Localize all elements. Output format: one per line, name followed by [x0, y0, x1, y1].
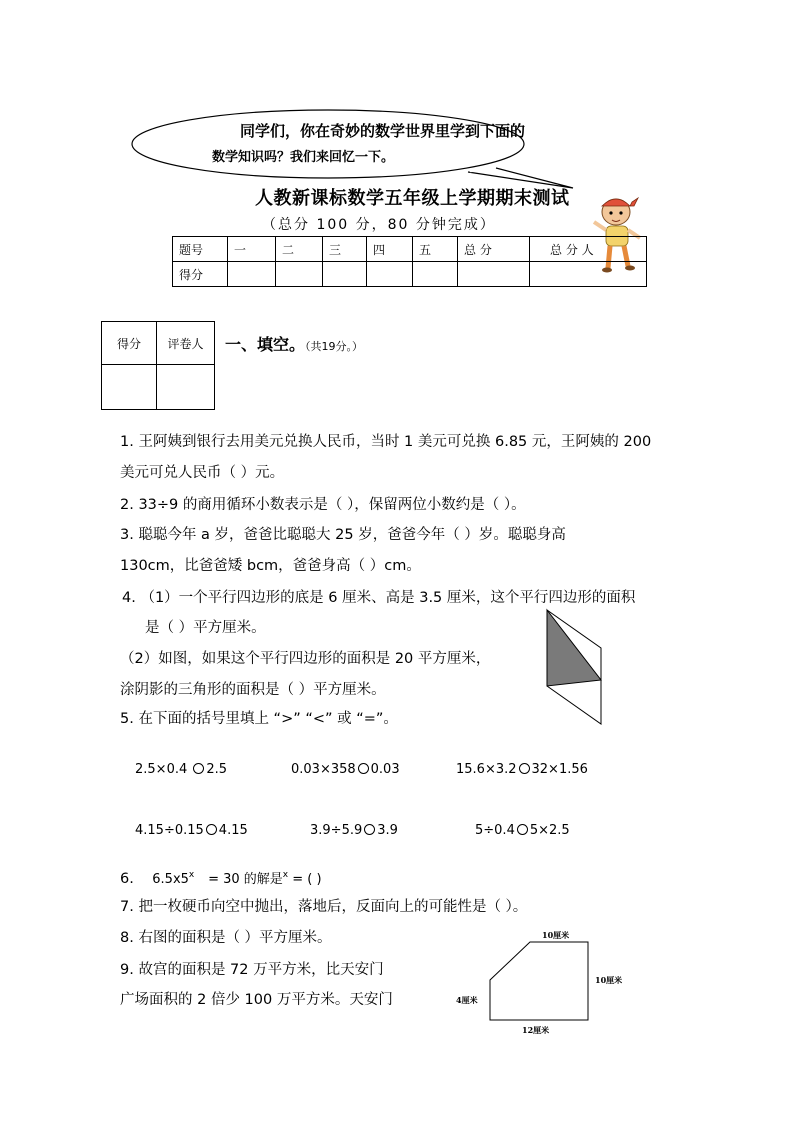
cell-question-label: 题号	[173, 237, 228, 262]
question-4-line-1: 4. （1）一个平行四边形的底是 6 厘米、高是 3.5 厘米，这个平行四边形的面积	[122, 590, 636, 606]
compare-r2-c3-left: 5÷0.4	[475, 823, 515, 838]
exam-title: 人教新课标数学五年级上学期期末测试	[255, 188, 570, 209]
compare-r1-c3-right: 32×1.56	[531, 762, 588, 777]
question-9-line-2: 广场面积的 2 倍少 100 万平方米。天安门	[120, 992, 393, 1008]
score-table	[172, 236, 647, 287]
cell-score-label: 得分	[173, 262, 228, 287]
compare-r1-c2-circle[interactable]	[358, 763, 369, 774]
score-table-header-row	[173, 237, 647, 262]
cell-section-4: 四	[367, 237, 413, 262]
question-4-line-2: 是（ ）平方厘米。	[145, 620, 266, 636]
question-9-line-1: 9. 故宫的面积是 72 万平方米，比天安门	[120, 962, 384, 978]
cell-section-1: 一	[228, 237, 276, 262]
figure-label-top: 10厘米	[542, 930, 570, 940]
question-8: 8. 右图的面积是（ ）平方厘米。	[120, 930, 332, 946]
question-6	[120, 865, 322, 890]
compare-r2-c1-circle[interactable]	[206, 824, 217, 835]
compare-r1-c1-circle[interactable]	[193, 763, 204, 774]
compare-r2-c3-circle[interactable]	[517, 824, 528, 835]
question-1-line-2: 美元可兑人民币（ ）元。	[120, 465, 285, 481]
compare-r2-c3-right: 5×2.5	[529, 823, 570, 838]
figure-label-left: 4厘米	[456, 995, 478, 1005]
question-5: 5. 在下面的括号里填上 “>” “<” 或 “=”。	[120, 711, 398, 727]
compare-r2-c1-left: 4.15÷0.15	[135, 823, 204, 838]
grader-score-label: 得分	[102, 322, 157, 365]
compare-r2-c3	[475, 823, 570, 838]
section-title	[225, 332, 363, 355]
score-input-2[interactable]	[276, 262, 323, 287]
compare-r1-c1-right: 2.5	[206, 762, 228, 777]
compare-r1-c2-left: 0.03×358	[291, 762, 356, 777]
score-input-4[interactable]	[367, 262, 413, 287]
question-7: 7. 把一枚硬币向空中抛出，落地后，反面向上的可能性是（ ）。	[120, 899, 528, 915]
question-6-rest: = 30 的解是	[208, 871, 283, 887]
grader-table	[101, 321, 215, 410]
parallelogram-figure	[545, 608, 603, 726]
compare-r1-c3-circle[interactable]	[519, 763, 530, 774]
question-6-variable: x	[188, 870, 195, 880]
question-6-number: 6.	[120, 870, 134, 887]
exam-subtitle: （总分 100 分，80 分钟完成）	[262, 217, 496, 233]
grader-name-label: 评卷人	[157, 322, 215, 365]
section-title-text: 一、填空。	[225, 335, 306, 354]
grader-score-input[interactable]	[102, 365, 157, 410]
question-6-equation: 6.5x5	[152, 871, 189, 887]
cell-section-5: 五	[413, 237, 458, 262]
score-input-scorer[interactable]	[530, 262, 647, 287]
question-4-line-3: （2）如图，如果这个平行四边形的面积是 20 平方厘米，	[120, 651, 491, 667]
compare-r1-c2-right: 0.03	[370, 762, 400, 777]
compare-r2-c2-circle[interactable]	[364, 824, 375, 835]
question-6-variable-2: x	[282, 870, 289, 880]
compare-r1-c2	[291, 762, 400, 777]
section-note: （共19分。）	[305, 340, 364, 353]
score-input-1[interactable]	[228, 262, 276, 287]
bubble-text-line1: 同学们，你在奇妙的数学世界里学到下面的	[240, 122, 526, 140]
question-3-line-2: 130cm，比爸爸矮 bcm，爸爸身高（ ）cm。	[120, 558, 421, 574]
cell-section-2: 二	[276, 237, 323, 262]
compare-r1-c3-left: 15.6×3.2	[456, 762, 517, 777]
compare-r1-c1-left: 2.5×0.4	[135, 762, 188, 777]
grader-name-input[interactable]	[157, 365, 215, 410]
score-table-score-row	[173, 262, 647, 287]
compare-r2-c1	[135, 823, 248, 838]
score-input-5[interactable]	[413, 262, 458, 287]
cell-total-score: 总 分	[458, 237, 530, 262]
question-3-line-1: 3. 聪聪今年 a 岁，爸爸比聪聪大 25 岁，爸爸今年（ ）岁。聪聪身高	[120, 527, 566, 543]
compare-r2-c2-left: 3.9÷5.9	[310, 823, 363, 838]
score-input-3[interactable]	[323, 262, 367, 287]
compare-r1-c3	[456, 762, 588, 777]
figure-label-bottom: 12厘米	[522, 1025, 550, 1035]
score-input-total[interactable]	[458, 262, 530, 287]
figure-label-right: 10厘米	[595, 975, 623, 985]
compare-r2-c1-right: 4.15	[218, 823, 248, 838]
area-figure	[486, 940, 592, 1024]
cell-total-scorer: 总 分 人	[530, 237, 647, 262]
bubble-text-line2: 数学知识吗？我们来回忆一下。	[212, 150, 395, 165]
question-4-line-4: 涂阴影的三角形的面积是（ ）平方厘米。	[120, 682, 386, 698]
question-2: 2. 33÷9 的商用循环小数表示是（ ），保留两位小数约是（ ）。	[120, 497, 526, 513]
compare-r2-c2-right: 3.9	[377, 823, 398, 838]
compare-r1-c1	[135, 762, 227, 777]
question-6-answer: = ( )	[288, 871, 322, 887]
compare-r2-c2	[310, 823, 398, 838]
cell-section-3: 三	[323, 237, 367, 262]
question-1-line-1: 1. 王阿姨到银行去用美元兑换人民币，当时 1 美元可兑换 6.85 元，王阿姨的 200	[120, 434, 652, 450]
